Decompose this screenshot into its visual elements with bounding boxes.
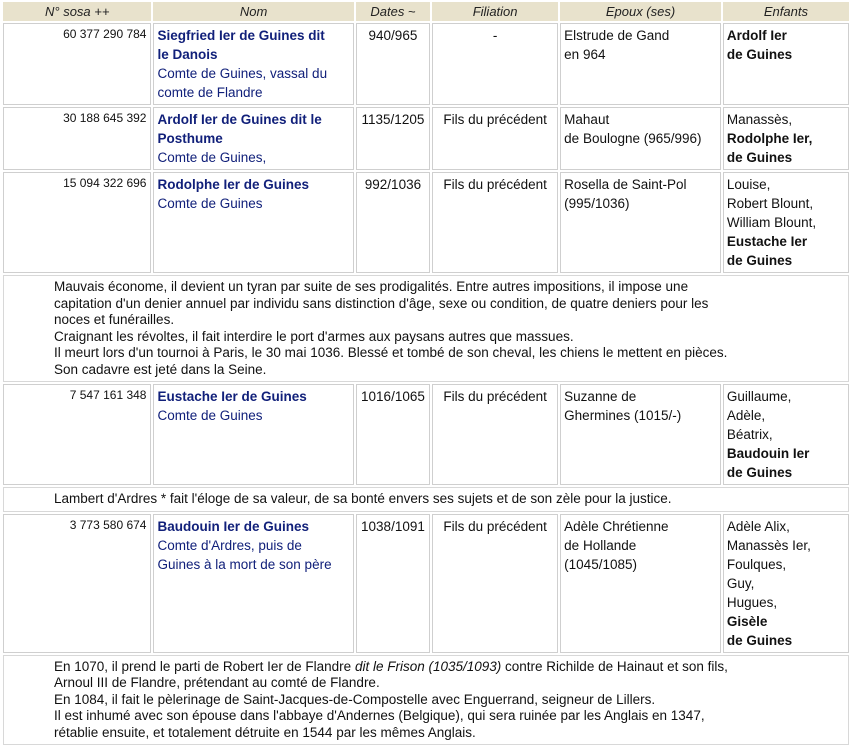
filiation-cell: Fils du précédent [432,107,558,170]
note-text: contre Richilde de Hainaut et son fils, [501,658,728,674]
spouse-line: Mahaut [564,112,610,127]
header-filiation: Filiation [432,2,558,21]
child-name: Manassès Ier, [726,537,811,553]
person-name: Ardolf Ier de Guines dit le [157,112,322,127]
table-row [3,514,849,653]
note-text: En 1070, il prend le parti de Robert Ier de Flandre [54,658,355,674]
filiation-cell: Fils du précédent [432,514,558,653]
filiation-cell: - [432,23,558,105]
person-title: comte de Flandre [157,85,263,100]
person-title: Comte de Guines, vassal du [157,66,328,81]
table-row [3,384,849,485]
sosa-number: 30 188 645 392 [3,107,151,170]
filiation-cell: Fils du précédent [432,172,558,273]
children-cell [723,23,849,105]
note-line: capitation d'un denier annuel par individu sans distinction d'âge, sexe ou condition, de quatre deniers pour les [54,295,709,311]
person-title: Comte de Guines [157,408,263,423]
children-cell [723,384,849,485]
note-line: Mauvais économe, il devient un tyran par suite de ses prodigalités. Entre autres impositions, il impose une [54,279,689,294]
person-title: Comte de Guines, [157,150,267,165]
spouse-line: de Hollande [564,537,637,553]
child-name: de Guines [726,253,793,268]
header-sosa: N° sosa ++ [3,2,151,21]
spouse-line: (1045/1085) [564,556,637,572]
child-name: Foulques, [726,556,787,572]
sosa-number: 15 094 322 696 [3,172,151,273]
note-line: Il meurt lors d'un tournoi à Paris, le 30 mai 1036. Blessé et tombé de son cheval, les chiens le mettent en pièces. [54,345,728,360]
filiation-cell: Fils du précédent [432,384,558,485]
header-epoux: Epoux (ses) [560,2,721,21]
spouse-line: Adèle Chrétienne [564,518,669,534]
note-line: rétablie ensuite, et totalement détruite en 1544 par les mêmes Anglais. [54,724,476,740]
dates-cell: 1135/1205 [356,107,430,170]
children-cell [723,107,849,170]
spouse-cell [560,172,721,273]
spouse-line: Ghermines (1015/-) [564,408,682,423]
child-name: de Guines [726,47,793,62]
spouse-cell [560,23,721,105]
sosa-number: 3 773 580 674 [3,514,151,653]
note-line: noces et funérailles. [54,312,175,327]
note-line: Lambert d'Ardres * fait l'éloge de sa valeur, de sa bonté envers ses sujets et de son zèle pour la justice. [54,491,672,506]
child-name: Adèle Alix, [726,518,790,534]
note-row [3,275,849,382]
child-name: de Guines [726,465,793,480]
table-row [3,23,849,105]
spouse-cell [560,107,721,170]
spouse-line: Rosella de Saint-Pol [564,177,687,192]
person-name: Rodolphe Ier de Guines [157,177,310,192]
child-name: Eustache Ier [726,234,808,249]
header-enfants: Enfants [723,2,849,21]
person-title: Guines à la mort de son père [157,556,332,572]
note-row [3,655,849,746]
note-line: Craignant les révoltes, il fait interdire le port d'armes aux paysans autres que massues. [54,328,574,344]
spouse-line: (995/1036) [564,196,630,211]
spouse-line: Elstrude de Gand [564,28,670,43]
person-name: Siegfried Ier de Guines dit [157,28,325,43]
spouse-cell [560,514,721,653]
spouse-line: en 964 [564,47,606,62]
child-name: de Guines [726,150,793,165]
person-title: Comte d'Ardres, puis de [157,537,302,553]
spouse-cell [560,384,721,485]
note-line: Arnoul III de Flandre, prétendant au comté de Flandre. [54,675,380,690]
person-cell [153,172,353,273]
person-name: Eustache Ier de Guines [157,389,307,404]
child-name: Robert Blount, [726,196,814,211]
child-name: Baudouin Ier [726,446,810,461]
child-name: Béatrix, [726,427,773,442]
child-name: Hugues, [726,594,778,610]
note-line: Son cadavre est jeté dans la Seine. [54,361,267,377]
spouse-line: de Boulogne (965/996) [564,131,702,146]
note-line: Il est inhumé avec son épouse dans l'abbaye d'Andernes (Belgique), qui sera ruinée par les Anglais en 1347, [54,708,705,723]
note-row [3,487,849,512]
child-name: Adèle, [726,408,766,423]
sosa-number: 7 547 161 348 [3,384,151,485]
dates-cell: 1016/1065 [356,384,430,485]
header-dates: Dates ~ [356,2,430,21]
person-cell [153,107,353,170]
person-cell [153,23,353,105]
person-name: Baudouin Ier de Guines [157,518,310,534]
child-name: de Guines [726,632,793,648]
child-name: William Blount, [726,215,817,230]
table-row [3,107,849,170]
child-name: Louise, [726,177,771,192]
note-cell [3,275,849,382]
person-name: Posthume [157,131,223,146]
child-name: Manassès, [726,112,793,127]
header-nom: Nom [153,2,353,21]
child-name: Ardolf Ier [726,28,787,43]
table-row [3,172,849,273]
child-name: Gisèle [726,613,768,629]
sosa-number: 60 377 290 784 [3,23,151,105]
child-name: Guy, [726,575,755,591]
spouse-line: Suzanne de [564,389,637,404]
dates-cell: 940/965 [356,23,430,105]
note-italic-text: dit le Frison (1035/1093) [354,658,502,674]
note-cell [3,655,849,746]
person-cell [153,514,353,653]
child-name: Rodolphe Ier, [726,131,813,146]
note-line [54,659,845,676]
genealogy-table [1,0,851,747]
child-name: Guillaume, [726,389,792,404]
dates-cell: 992/1036 [356,172,430,273]
person-title: Comte de Guines [157,196,263,211]
dates-cell: 1038/1091 [356,514,430,653]
header-row [3,2,849,21]
children-cell [723,172,849,273]
note-line: En 1084, il fait le pèlerinage de Saint-Jacques-de-Compostelle avec Enguerrand, seigneur de Lillers. [54,691,656,707]
note-cell [3,487,849,512]
children-cell [723,514,849,653]
person-cell [153,384,353,485]
person-name: le Danois [157,47,218,62]
